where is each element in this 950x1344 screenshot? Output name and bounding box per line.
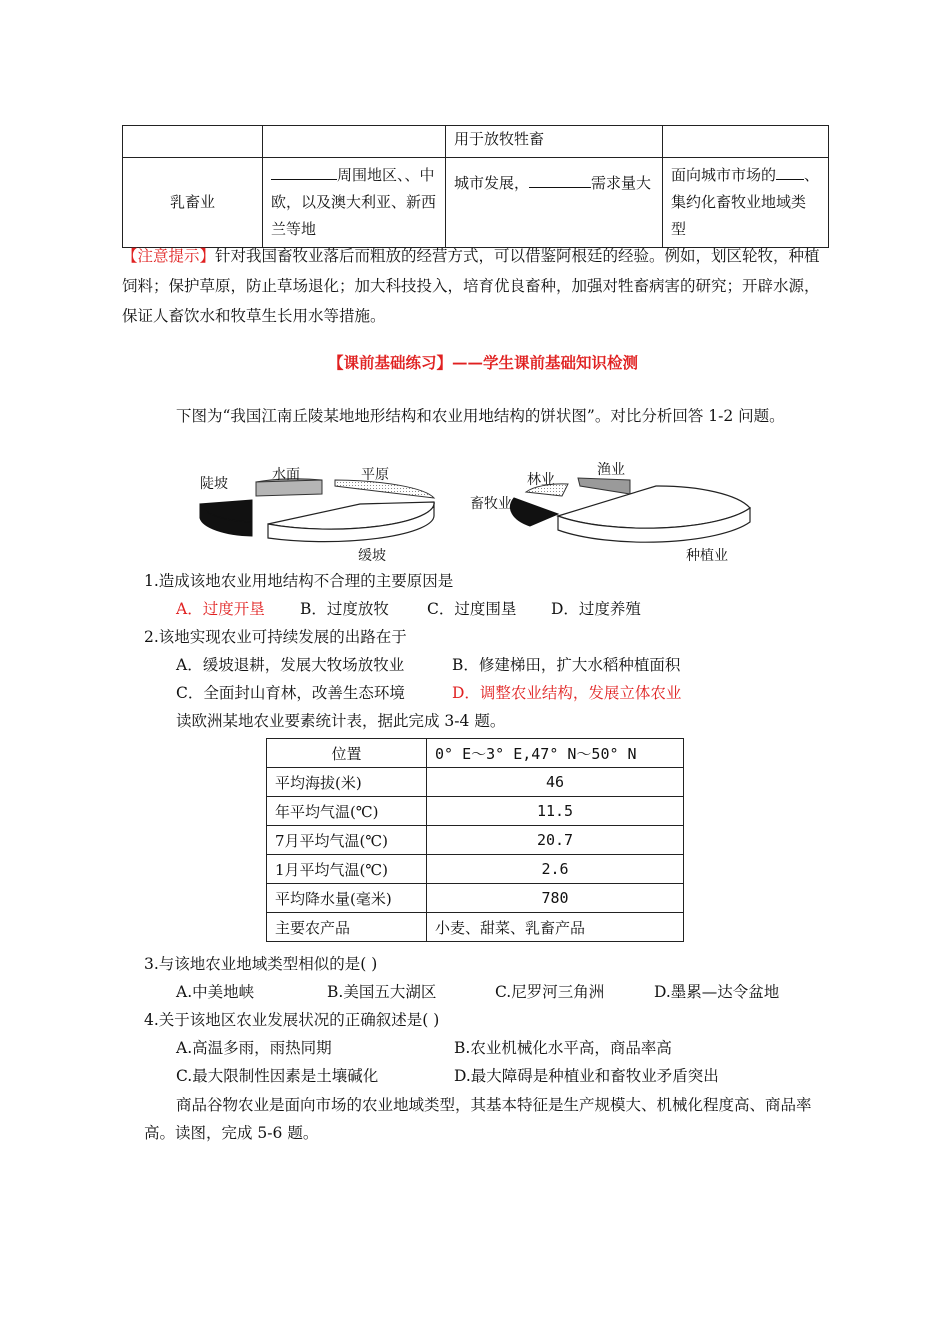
cell	[663, 126, 829, 158]
fill-blank[interactable]	[776, 163, 804, 180]
q4-option-b[interactable]: B.农业机械化水平高，商品率高	[454, 1039, 672, 1057]
table-row	[267, 884, 684, 913]
q3-option-d[interactable]: D.墨累—达令盆地	[654, 983, 780, 1001]
note-text: 针对我国畜牧业落后而粗放的经营方式，可以借鉴阿根廷的经验。例如，划区轮牧，种植饲料；保护草原，防止草场退化；加大科技投入，培育优良畜种，加强对牲畜病害的研究；开辟水源，保证人畜饮水和牧草生长用水等措施。	[122, 247, 820, 325]
q3-stem: 3.与该地农业地域类型相似的是( )	[144, 955, 378, 973]
cell-value: 780	[427, 884, 684, 913]
outro-paragraph: 商品谷物农业是面向市场的农业地域类型，其基本特征是生产规模大、机械化程度高、商品率高。读图，完成 5-6 题。	[144, 1096, 812, 1142]
table-row	[267, 913, 684, 942]
fill-blank[interactable]	[529, 171, 591, 188]
table-row	[267, 855, 684, 884]
cell-key: 主要农产品	[267, 913, 427, 942]
cell-value: 小麦、甜菜、乳畜产品	[427, 913, 684, 942]
label-forestry: 林业	[527, 472, 555, 488]
q4-option-d[interactable]: D.最大障碍是种植业和畜牧业矛盾突出	[454, 1067, 719, 1085]
pie-left	[200, 479, 434, 542]
cell-key: 位置	[267, 739, 427, 768]
table-row	[123, 126, 829, 158]
cell-dairy-feature: 面向城市市场的 、集约化畜牧业地域类型	[663, 158, 829, 248]
label-crop: 种植业	[686, 548, 728, 564]
cell-dairy-condition: 城市发展， 需求量大	[446, 158, 663, 248]
section-title: 【课前基础练习】——学生课前基础知识检测	[328, 353, 639, 372]
q2-option-c[interactable]: C．全面封山育林，改善生态环境	[176, 684, 405, 702]
label-steep-slope: 陡坡	[200, 476, 228, 492]
table-row	[267, 826, 684, 855]
table-row	[267, 768, 684, 797]
note-paragraph	[122, 241, 832, 331]
table-row	[267, 797, 684, 826]
cell-value: 11.5	[427, 797, 684, 826]
q1-option-d[interactable]: D．过度养殖	[551, 600, 641, 618]
q2-option-a[interactable]: A．缓坡退耕，发展大牧场放牧业	[176, 656, 405, 674]
q1-stem: 1.造成该地农业用地结构不合理的主要原因是	[144, 572, 454, 590]
q4-stem: 4.关于该地区农业发展状况的正确叙述是( )	[144, 1011, 440, 1029]
cell-key: 年平均气温(℃)	[267, 797, 427, 826]
cell-value: 46	[427, 768, 684, 797]
q2-option-b[interactable]: B．修建梯田，扩大水稻种植面积	[452, 656, 681, 674]
label-gentle-slope: 缓坡	[358, 548, 386, 564]
label-livestock: 畜牧业	[470, 496, 512, 512]
cell-dairy-region: 周围地区、、中欧，以及澳大利亚、新西兰等地	[263, 158, 446, 248]
table-row	[123, 158, 829, 248]
cell-key: 1月平均气温(℃)	[267, 855, 427, 884]
slice-livestock	[510, 498, 558, 526]
q4-option-a[interactable]: A.高温多雨，雨热同期	[176, 1039, 332, 1057]
label-water: 水面	[272, 467, 300, 483]
intro-paragraph: 下图为“我国江南丘陵某地地形结构和农业用地结构的饼状图”。对比分析回答 1-2 问题。	[176, 407, 785, 425]
cell	[123, 126, 263, 158]
note-label: 【注意提示】	[122, 247, 216, 265]
agriculture-type-table	[122, 125, 829, 248]
cell	[263, 126, 446, 158]
cell-value: 20.7	[427, 826, 684, 855]
cell: 用于放牧牲畜	[446, 126, 663, 158]
q1-option-b[interactable]: B．过度放牧	[300, 600, 389, 618]
q3-option-a[interactable]: A.中美地峡	[176, 983, 255, 1001]
q4-option-c[interactable]: C.最大限制性因素是土壤碱化	[176, 1067, 379, 1085]
agri-stats-table	[266, 738, 684, 942]
q1-option-c[interactable]: C．过度围垦	[427, 600, 517, 618]
table-intro: 读欧洲某地农业要素统计表，据此完成 3-4 题。	[176, 712, 506, 730]
fill-blank[interactable]	[271, 163, 337, 180]
q1-option-a[interactable]: A．过度开垦	[176, 600, 265, 618]
q2-stem: 2.该地实现农业可持续发展的出路在于	[144, 628, 407, 646]
cell-value: 2.6	[427, 855, 684, 884]
cell-value: 0° E～3° E,47° N～50° N	[427, 739, 684, 768]
label-fishery: 渔业	[597, 462, 625, 478]
cell-key: 7月平均气温(℃)	[267, 826, 427, 855]
label-plain: 平原	[361, 467, 389, 483]
q3-option-c[interactable]: C.尼罗河三角洲	[495, 983, 605, 1001]
q2-option-d[interactable]: D．调整农业结构，发展立体农业	[452, 684, 682, 702]
cell-key: 平均降水量(毫米)	[267, 884, 427, 913]
cell-key: 平均海拔(米)	[267, 768, 427, 797]
q3-option-b[interactable]: B.美国五大湖区	[327, 983, 437, 1001]
table-row	[267, 739, 684, 768]
cell-dairy: 乳畜业	[123, 158, 263, 248]
